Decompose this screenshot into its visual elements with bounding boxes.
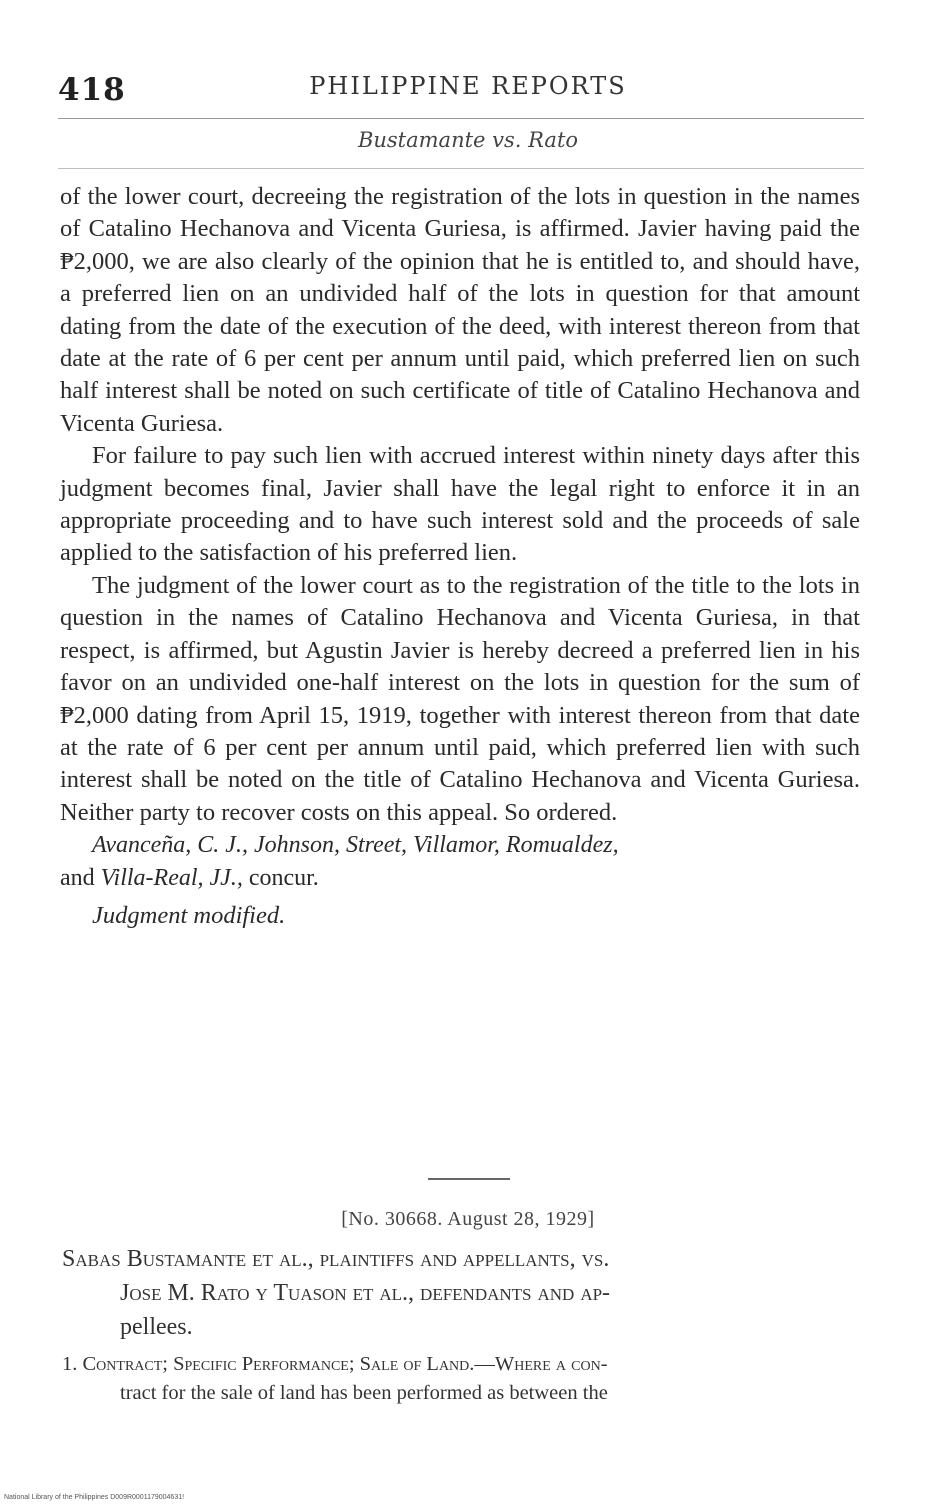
parties-line-1: Sabas Bustamante et al., plaintiffs and appellants, vs. bbox=[62, 1246, 610, 1272]
syllabus-line-1: 1. Contract; Specific Performance; Sale of Land.—Where a con- bbox=[62, 1353, 608, 1375]
concurring-justice-last: Villa-Real, JJ., bbox=[100, 864, 243, 891]
page-number: 418 bbox=[58, 72, 126, 108]
body-text bbox=[60, 181, 860, 932]
concur-word: concur. bbox=[248, 864, 319, 891]
parties bbox=[62, 1242, 862, 1344]
parties-line-3: pellees. bbox=[120, 1314, 193, 1340]
running-title: PHILIPPINE REPORTS bbox=[309, 72, 627, 100]
scan-footer-mark: National Library of the Philippines D009R0001179004631! bbox=[4, 1494, 185, 1501]
header-rule-2 bbox=[58, 168, 864, 169]
concurrence bbox=[60, 829, 860, 894]
syllabus-line-2: tract for the sale of land has been performed as between the bbox=[120, 1382, 608, 1404]
parties-line-2: Jose M. Rato y Tuason et al., defendants and ap- bbox=[120, 1280, 611, 1306]
paragraph-3: The judgment of the lower court as to the registration of the title to the lots in question in the names of Catalino Hechanova and Vicenta Guriesa, in that respect, is affirmed, but Agustin Javier is hereby decreed a preferred lien in his favor on an undivided one-half interest on the lots in question for the sum of ₱2,000 dating from April 15, 1919, together with interest thereon from that date at the rate of 6 per cent per annum until paid, which preferred lien with such interest shall be noted on the title of Catalino Hechanova and Vicenta Guriesa. Neither party to recover costs on this appeal. So ordered. bbox=[60, 571, 860, 826]
paragraph-1: of the lower court, decreeing the registration of the lots in question in the names of Catalino Hechanova and Vicenta Guriesa, is affirmed. Javier having paid the ₱2,000, we are also clearly of the opinion that he is entitled to, and should have, a preferred lien on an undivided half of the lots in question for that amount dating from the date of the execution of the deed, with interest thereon from that date at the rate of 6 per cent per annum until paid, which preferred lien on such half interest shall be noted on such certificate of title of Catalino Hechanova and Vicenta Guriesa. bbox=[60, 183, 860, 437]
section-divider bbox=[428, 1178, 510, 1180]
case-title: Bustamante vs. Rato bbox=[357, 128, 579, 152]
paragraph-2: For failure to pay such lien with accrued interest within ninety days after this judgment becomes final, Javier shall have the legal right to enforce it in an appropriate proceeding and to have such interest sold and the proceeds of sale applied to the satisfaction of his preferred lien. bbox=[60, 442, 860, 567]
concur-and: and bbox=[60, 864, 95, 891]
concurring-justices: Avanceña, C. J., Johnson, Street, Villamor, Romualdez, bbox=[92, 832, 619, 859]
docket-line: [No. 30668. August 28, 1929] bbox=[341, 1208, 595, 1230]
judgment-modified: Judgment modified. bbox=[92, 901, 286, 929]
header-rule bbox=[58, 118, 864, 119]
syllabus bbox=[62, 1350, 862, 1408]
